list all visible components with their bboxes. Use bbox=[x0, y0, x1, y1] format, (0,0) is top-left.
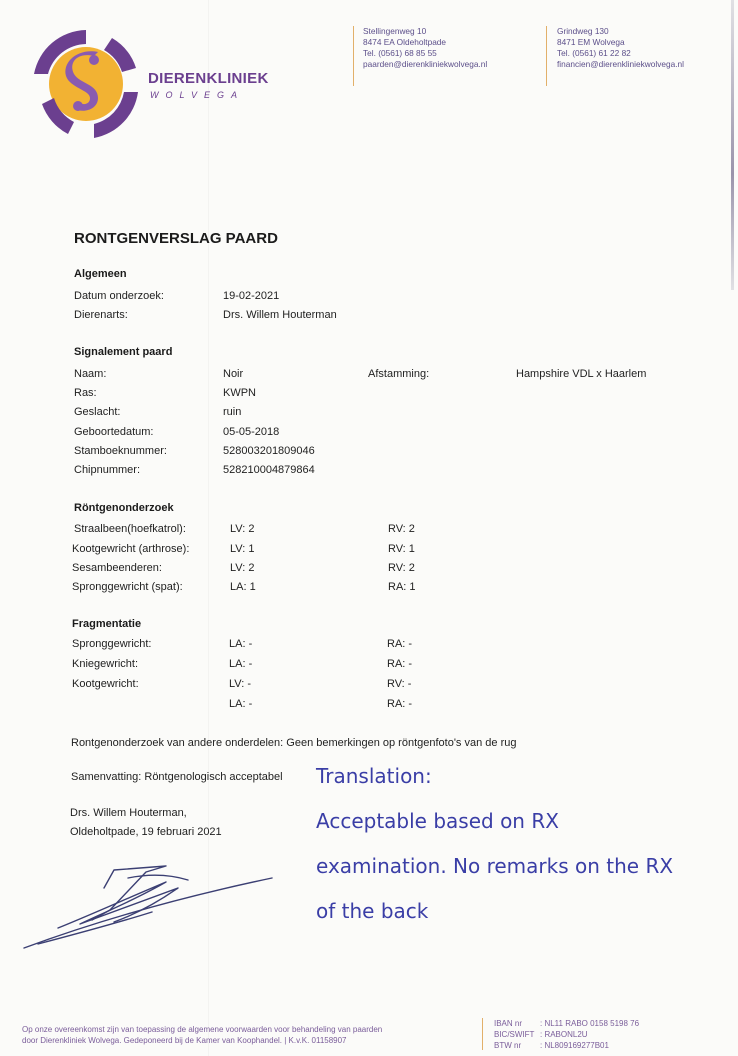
footer-terms bbox=[22, 1024, 382, 1046]
field-label: Spronggewricht: bbox=[72, 638, 152, 650]
address-phone: Tel. (0561) 68 85 55 bbox=[363, 48, 437, 58]
address-divider bbox=[353, 26, 354, 86]
address-oldeholtpade bbox=[363, 26, 487, 70]
left-score: LV: 1 bbox=[230, 543, 255, 555]
field-label: Geboortedatum: bbox=[74, 426, 154, 438]
field-label: Kootgewricht: bbox=[72, 678, 139, 690]
address-city: 8471 EM Wolvega bbox=[557, 37, 625, 47]
field-value: 19-02-2021 bbox=[223, 290, 280, 302]
right-score: RA: - bbox=[387, 638, 413, 650]
bank-label: BTW nr bbox=[494, 1041, 522, 1050]
footer-bank-details bbox=[494, 1018, 639, 1051]
field-label: Stamboeknummer: bbox=[74, 445, 167, 457]
bank-value: : RABONL2U bbox=[540, 1030, 588, 1039]
section-heading-fragmentation: Fragmentatie bbox=[72, 618, 142, 630]
signoff-name: Drs. Willem Houterman, bbox=[70, 807, 187, 819]
section-heading-general: Algemeen bbox=[74, 268, 127, 280]
address-city: 8474 EA Oldeholtpade bbox=[363, 37, 447, 47]
field-label: Straalbeen(hoefkatrol): bbox=[74, 523, 186, 535]
right-score: RV: 2 bbox=[388, 562, 415, 574]
field-value: 528210004879864 bbox=[223, 464, 315, 476]
right-score: RA: 1 bbox=[388, 581, 416, 593]
translation-line: examination. No remarks on the RX bbox=[316, 854, 674, 878]
field-label: Dierenarts: bbox=[74, 309, 128, 321]
right-score: RA: - bbox=[387, 658, 413, 670]
footer-terms-line: Op onze overeenkomst zijn van toepassing de algemene voorwaarden voor behandeling van paarden bbox=[22, 1025, 383, 1034]
signoff-place-date: Oldeholtpade, 19 februari 2021 bbox=[70, 826, 222, 838]
field-value: Noir bbox=[223, 368, 244, 380]
address-divider bbox=[546, 26, 547, 86]
field-value: 05-05-2018 bbox=[223, 426, 280, 438]
field-value: ruin bbox=[223, 406, 242, 418]
left-score: LA: - bbox=[229, 698, 253, 710]
bank-label: BIC/SWIFT bbox=[494, 1030, 535, 1039]
summary: Samenvatting: Röntgenologisch acceptabel bbox=[71, 771, 283, 783]
page-edge-shadow bbox=[731, 0, 734, 290]
clinic-name: DIERENKLINIEK bbox=[148, 70, 269, 87]
section-heading-xray: Röntgenonderzoek bbox=[74, 502, 174, 514]
field-value: 528003201809046 bbox=[223, 445, 315, 457]
address-street: Grindweg 130 bbox=[557, 26, 609, 36]
section-heading-horse: Signalement paard bbox=[74, 346, 173, 358]
left-score: LA: 1 bbox=[230, 581, 256, 593]
field-label: Sesambeenderen: bbox=[72, 562, 162, 574]
field-value: KWPN bbox=[223, 387, 256, 399]
field-label: Geslacht: bbox=[74, 406, 121, 418]
bank-value: : NL11 RABO 0158 5198 76 bbox=[540, 1019, 640, 1028]
left-score: LA: - bbox=[229, 658, 253, 670]
address-street: Stellingenweg 10 bbox=[363, 26, 427, 36]
left-score: LV: 2 bbox=[230, 523, 255, 535]
address-email: financien@dierenkliniekwolvega.nl bbox=[557, 59, 684, 69]
other-parts-remark: Rontgenonderzoek van andere onderdelen: Geen bemerkingen op röntgenfoto's van de rug bbox=[71, 737, 517, 749]
address-wolvega bbox=[557, 26, 684, 70]
field-label: Chipnummer: bbox=[74, 464, 141, 476]
left-score: LV: 2 bbox=[230, 562, 255, 574]
lineage-value: Hampshire VDL x Haarlem bbox=[516, 368, 647, 380]
bank-label: IBAN nr bbox=[494, 1019, 523, 1028]
left-score: LA: - bbox=[229, 638, 253, 650]
handwritten-signature bbox=[18, 858, 280, 954]
clinic-logo bbox=[28, 26, 144, 142]
field-label: Kniegewricht: bbox=[72, 658, 139, 670]
address-email: paarden@dierenkliniekwolvega.nl bbox=[363, 59, 488, 69]
lineage-label: Afstamming: bbox=[368, 368, 430, 380]
right-score: RA: - bbox=[387, 698, 413, 710]
address-phone: Tel. (0561) 61 22 82 bbox=[557, 48, 631, 58]
clinic-subname: WOLVEGA bbox=[150, 90, 245, 100]
field-label: Spronggewricht (spat): bbox=[72, 581, 183, 593]
field-label: Kootgewricht (arthrose): bbox=[72, 543, 190, 555]
bank-value: : NL809169277B01 bbox=[540, 1041, 609, 1050]
field-label: Ras: bbox=[74, 387, 97, 399]
field-label: Naam: bbox=[74, 368, 107, 380]
right-score: RV: - bbox=[387, 678, 412, 690]
footer-terms-line: door Dierenkliniek Wolvega. Gedeponeerd bij de Kamer van Koophandel. | K.v.K. 01158907 bbox=[22, 1036, 347, 1045]
translation-heading: Translation: bbox=[316, 764, 432, 788]
right-score: RV: 2 bbox=[388, 523, 415, 535]
field-value: Drs. Willem Houterman bbox=[223, 309, 337, 321]
translation-line: Acceptable based on RX bbox=[316, 809, 559, 833]
field-label: Datum onderzoek: bbox=[74, 290, 164, 302]
footer-divider bbox=[482, 1018, 483, 1050]
translation-line: of the back bbox=[316, 899, 429, 923]
left-score: LV: - bbox=[229, 678, 252, 690]
report-title: RONTGENVERSLAG PAARD bbox=[74, 230, 278, 247]
right-score: RV: 1 bbox=[388, 543, 415, 555]
